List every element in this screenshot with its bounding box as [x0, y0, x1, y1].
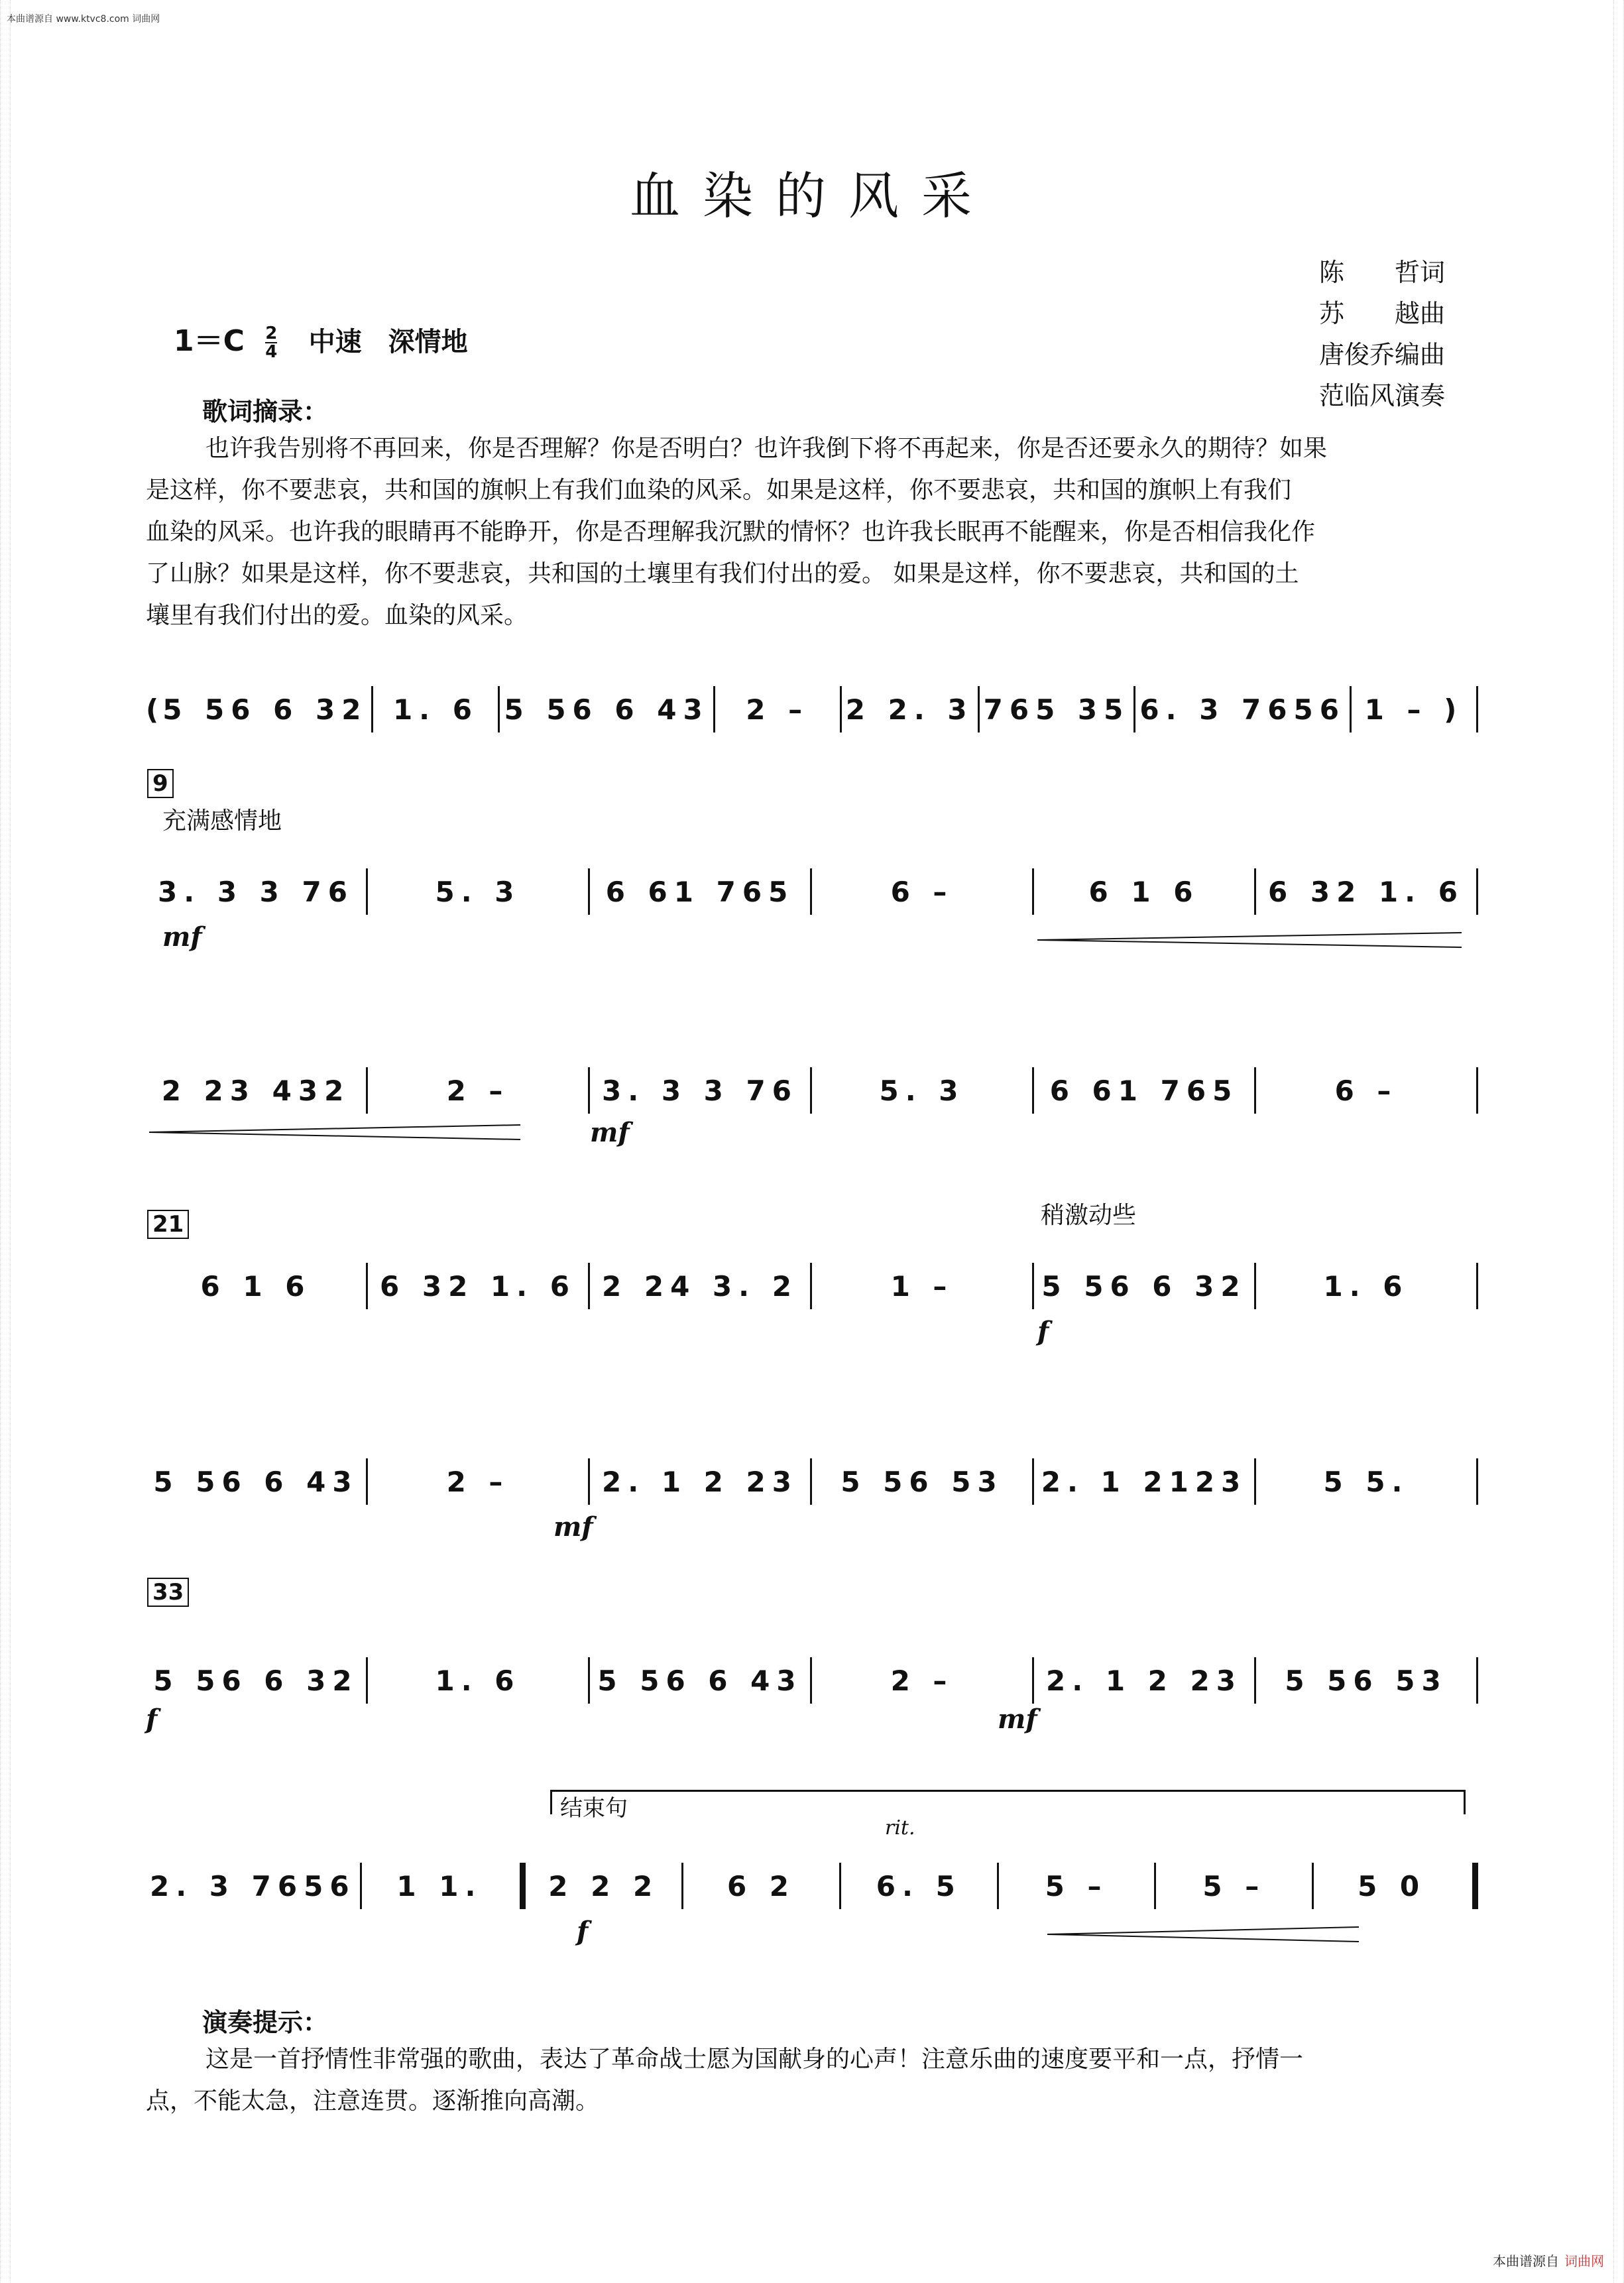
dynamic-marking: mf — [553, 1511, 593, 1543]
measure: 5. 3 — [435, 875, 521, 908]
dynamic-marking: f — [146, 1704, 158, 1735]
rehearsal-mark: 21 — [147, 1210, 189, 1239]
measure: 5 – — [1202, 1869, 1266, 1903]
measure: 5. 3 — [879, 1074, 965, 1107]
measure: 1. 6 — [392, 693, 479, 726]
score-row-6 — [146, 1651, 1478, 1710]
measure: 1 – ) — [1364, 693, 1464, 726]
measure: 2 2. 3 — [845, 693, 974, 726]
tips-heading: 演奏提示： — [202, 2008, 329, 2037]
measure: 765 35 — [983, 693, 1130, 726]
credit-composer: 苏 越曲 — [1319, 299, 1446, 328]
measure: 5 56 6 43 — [504, 693, 709, 726]
source-header: 本曲谱源自 www.ktvc8.com 词曲网 — [7, 14, 160, 25]
measure: 2 23 432 — [161, 1074, 351, 1107]
hairpin — [1037, 931, 1462, 949]
dynamic-marking: mf — [998, 1704, 1037, 1735]
lyrics-line: 血染的风采。也许我的眼睛再不能睁开，你是否理解我沉默的情怀？也许我长眠再不能醒来，你是否相信我化作 — [146, 518, 1316, 546]
measure: 2. 3 7656 — [150, 1869, 356, 1903]
measure: 1. 6 — [1323, 1269, 1409, 1303]
score-row-5 — [146, 1452, 1478, 1511]
footer-source — [1493, 2251, 1604, 2270]
left-margin-strip — [0, 0, 11, 2283]
measure: 3. 3 3 76 — [602, 1074, 798, 1107]
ritardando-marking: rit. — [885, 1816, 915, 1840]
lyrics-heading: 歌词摘录： — [202, 397, 329, 426]
measure: 6. 5 — [876, 1869, 962, 1903]
measure: 6 61 765 — [605, 875, 795, 908]
measure: 1 – — [890, 1269, 954, 1303]
measure: 5 56 6 32 — [153, 1664, 359, 1697]
measure: 6 – — [890, 875, 954, 908]
measure: 5 – — [1045, 1869, 1108, 1903]
measure: 6 2 — [726, 1869, 796, 1903]
lyrics-line: 也许我告别将不再回来，你是否理解？你是否明白？也许我倒下将不再起来，你是否还要永久的期待？如果 — [205, 435, 1328, 462]
measure: 2. 1 2123 — [1041, 1465, 1247, 1498]
dynamic-marking: f — [577, 1916, 589, 1947]
right-margin-strip — [1613, 0, 1624, 2283]
measure: 2 – — [890, 1664, 954, 1697]
lyrics-line: 了山脉？如果是这样，你不要悲哀，共和国的土壤里有我们付出的爱。 如果是这样，你不要悲哀，共和国的土 — [146, 560, 1299, 587]
tips-paragraph — [146, 2038, 1472, 2122]
footer-brand[interactable]: 词曲网 — [1564, 2253, 1604, 2269]
measure: 2 2 2 — [548, 1869, 660, 1903]
measure: 5 5. — [1323, 1465, 1409, 1498]
time-bottom: 4 — [265, 342, 278, 362]
dynamic-marking: f — [1037, 1316, 1049, 1347]
score-row-7 — [146, 1856, 1478, 1916]
measure: 1 1. — [396, 1869, 483, 1903]
hairpin — [1047, 1926, 1359, 1943]
credit-lyricist: 陈 哲词 — [1319, 258, 1446, 287]
credits — [1319, 252, 1445, 416]
tips-line: 点，不能太急，注意连贯。逐渐推向高潮。 — [146, 2087, 600, 2115]
measure: 5 56 6 32 — [162, 693, 368, 726]
lyrics-paragraph — [146, 428, 1472, 636]
measure: 6 – — [1334, 1074, 1398, 1107]
rehearsal-mark: 9 — [147, 769, 174, 798]
credit-performer: 范临风演奏 — [1319, 381, 1446, 410]
measure: 2 – — [746, 693, 809, 726]
measure: 5 56 53 — [1285, 1664, 1448, 1697]
hairpin — [149, 1124, 520, 1141]
measure: 5 56 6 32 — [1041, 1269, 1247, 1303]
measure: 5 56 53 — [841, 1465, 1004, 1498]
measure: 3. 3 3 76 — [158, 875, 354, 908]
measure: 5 56 6 43 — [153, 1465, 359, 1498]
measure: 6 1 6 — [200, 1269, 312, 1303]
score-row-2 — [146, 862, 1478, 921]
measure: 6 32 1. 6 — [380, 1269, 576, 1303]
time-signature — [265, 325, 277, 361]
expression-marking: 充满感情地 — [162, 807, 282, 835]
key-signature — [174, 317, 468, 361]
ending-bracket — [550, 1790, 1466, 1814]
measure: 2. 1 2 23 — [1046, 1664, 1242, 1697]
measure: 2. 1 2 23 — [602, 1465, 798, 1498]
credit-arranger: 唐俊乔编曲 — [1319, 340, 1446, 369]
score-row-1 — [146, 679, 1478, 739]
measure: 2 – — [446, 1465, 510, 1498]
measure: 6 61 765 — [1049, 1074, 1239, 1107]
tips-line: 这是一首抒情性非常强的歌曲，表达了革命战士愿为国献身的心声！注意乐曲的速度要平和一点，抒情一 — [205, 2046, 1304, 2073]
footer-label: 本曲谱源自 — [1493, 2253, 1559, 2269]
measure: 2 24 3. 2 — [602, 1269, 798, 1303]
measure: 5 56 6 43 — [597, 1664, 803, 1697]
expression-marking: 稍激动些 — [1041, 1202, 1137, 1229]
measure: 5 0 — [1358, 1869, 1426, 1903]
key-label: 1＝C — [174, 324, 245, 358]
ending-label: 结束句 — [560, 1795, 628, 1822]
lyrics-line: 是这样，你不要悲哀，共和国的旗帜上有我们血染的风采。如果是这样，你不要悲哀，共和国的旗帜上有我们 — [146, 477, 1292, 504]
score-row-4 — [146, 1256, 1478, 1316]
dynamic-marking: mf — [162, 921, 202, 953]
measure: 1. 6 — [435, 1664, 521, 1697]
open-paren: ( — [146, 693, 159, 726]
lyrics-line: 壤里有我们付出的爱。血染的风采。 — [146, 602, 528, 629]
tempo-marking: 中速 深情地 — [308, 327, 468, 357]
dynamic-marking: mf — [590, 1117, 630, 1148]
measure: 6. 3 7656 — [1139, 693, 1346, 726]
page-title: 血染的风采 — [630, 166, 994, 225]
measure: 6 32 1. 6 — [1268, 875, 1464, 908]
measure: 2 – — [446, 1074, 510, 1107]
measure: 6 1 6 — [1088, 875, 1200, 908]
rehearsal-mark: 33 — [147, 1578, 189, 1607]
score-row-3 — [146, 1061, 1478, 1120]
time-top: 2 — [265, 323, 278, 343]
